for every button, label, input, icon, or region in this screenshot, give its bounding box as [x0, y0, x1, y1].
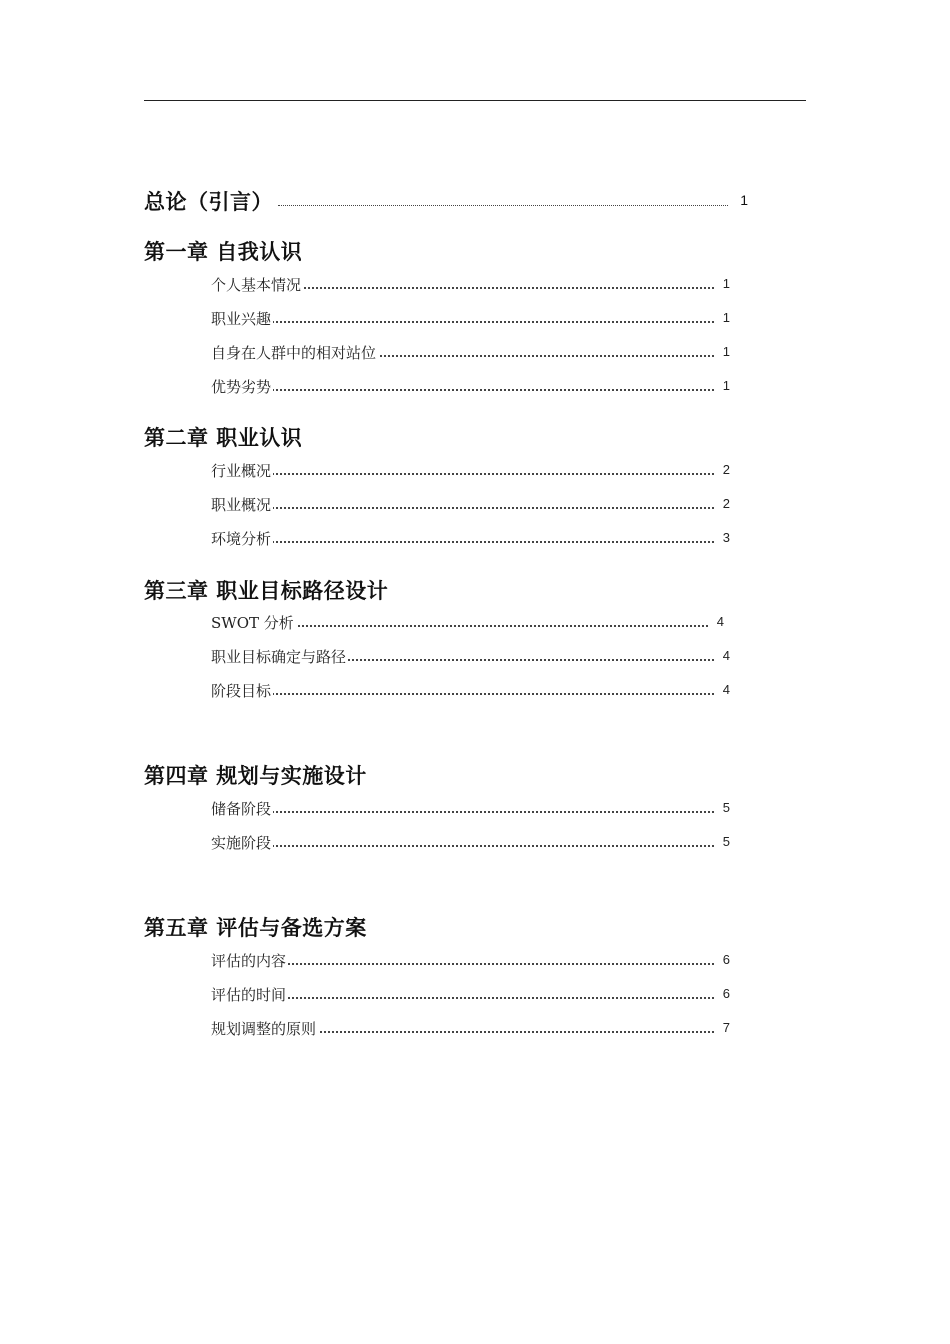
dot-leader [278, 205, 728, 206]
chapter-heading[interactable]: 第三章 职业目标路径设计 [144, 579, 389, 603]
page-number: 3 [722, 530, 730, 545]
toc-item-label: 职业兴趣 [211, 310, 272, 328]
page-number: 2 [722, 496, 730, 511]
toc-item-label: 个人基本情况 [211, 276, 302, 294]
toc-item[interactable] [211, 274, 730, 298]
dot-leader [251, 321, 714, 323]
dot-leader [251, 963, 714, 965]
page-number: 4 [722, 648, 730, 663]
toc-item[interactable] [211, 680, 730, 704]
page-number: 1 [722, 344, 730, 359]
toc-item-label: 职业目标确定与路径 [211, 648, 347, 666]
toc-item[interactable] [211, 1018, 730, 1042]
page-number: 7 [722, 1020, 730, 1035]
dot-leader [251, 845, 714, 847]
toc-item[interactable] [211, 376, 730, 400]
toc-item[interactable] [211, 612, 724, 636]
toc-entry-intro[interactable] [144, 186, 748, 216]
toc-item[interactable] [211, 646, 730, 670]
chapter-heading[interactable]: 第一章 自我认识 [144, 240, 303, 264]
dot-leader [251, 473, 714, 475]
chapter-heading[interactable]: 第四章 规划与实施设计 [144, 764, 367, 788]
toc-item[interactable] [211, 798, 730, 822]
toc-item[interactable] [211, 494, 730, 518]
toc-item-label: 储备阶段 [211, 800, 272, 818]
page-number: 1 [722, 276, 730, 291]
toc-item[interactable] [211, 460, 730, 484]
dot-leader [251, 541, 714, 543]
toc-item-label: 自身在人群中的相对站位 [211, 344, 377, 362]
toc-item[interactable] [211, 342, 730, 366]
dot-leader [251, 507, 714, 509]
toc-item[interactable] [211, 308, 730, 332]
toc-item-label: 职业概况 [211, 496, 272, 514]
chapter-heading[interactable]: 第五章 评估与备选方案 [144, 916, 367, 940]
intro-title: 总论（引言） [144, 186, 277, 216]
toc-item-label: 行业概况 [211, 462, 272, 480]
toc-item-label: 阶段目标 [211, 682, 272, 700]
page-number: 4 [716, 614, 724, 629]
page-number: 6 [722, 952, 730, 967]
dot-leader [251, 625, 708, 627]
dot-leader [251, 389, 714, 391]
toc-item[interactable] [211, 832, 730, 856]
chapter-heading[interactable]: 第二章 职业认识 [144, 426, 303, 450]
page-number: 2 [722, 462, 730, 477]
toc-item-label: SWOT 分析 [211, 614, 294, 632]
toc-item[interactable] [211, 528, 730, 552]
page-number: 1 [736, 192, 748, 208]
page-number: 4 [722, 682, 730, 697]
toc-item-label: 评估的时间 [211, 986, 287, 1004]
toc-item[interactable] [211, 950, 730, 974]
toc-item-label: 评估的内容 [211, 952, 287, 970]
page-number: 6 [722, 986, 730, 1001]
page-number: 5 [722, 800, 730, 815]
dot-leader [251, 997, 714, 999]
toc-item-label: 环境分析 [211, 530, 272, 548]
dot-leader [251, 1031, 714, 1033]
toc-item-label: 规划调整的原则 [211, 1020, 317, 1038]
page-number: 5 [722, 834, 730, 849]
header-rule [144, 100, 806, 101]
dot-leader [251, 287, 714, 289]
toc-item[interactable] [211, 984, 730, 1008]
dot-leader [251, 693, 714, 695]
toc-item-label: 实施阶段 [211, 834, 272, 852]
dot-leader [251, 811, 714, 813]
toc-item-label: 优势劣势 [211, 378, 272, 396]
page-number: 1 [722, 378, 730, 393]
page-number: 1 [722, 310, 730, 325]
